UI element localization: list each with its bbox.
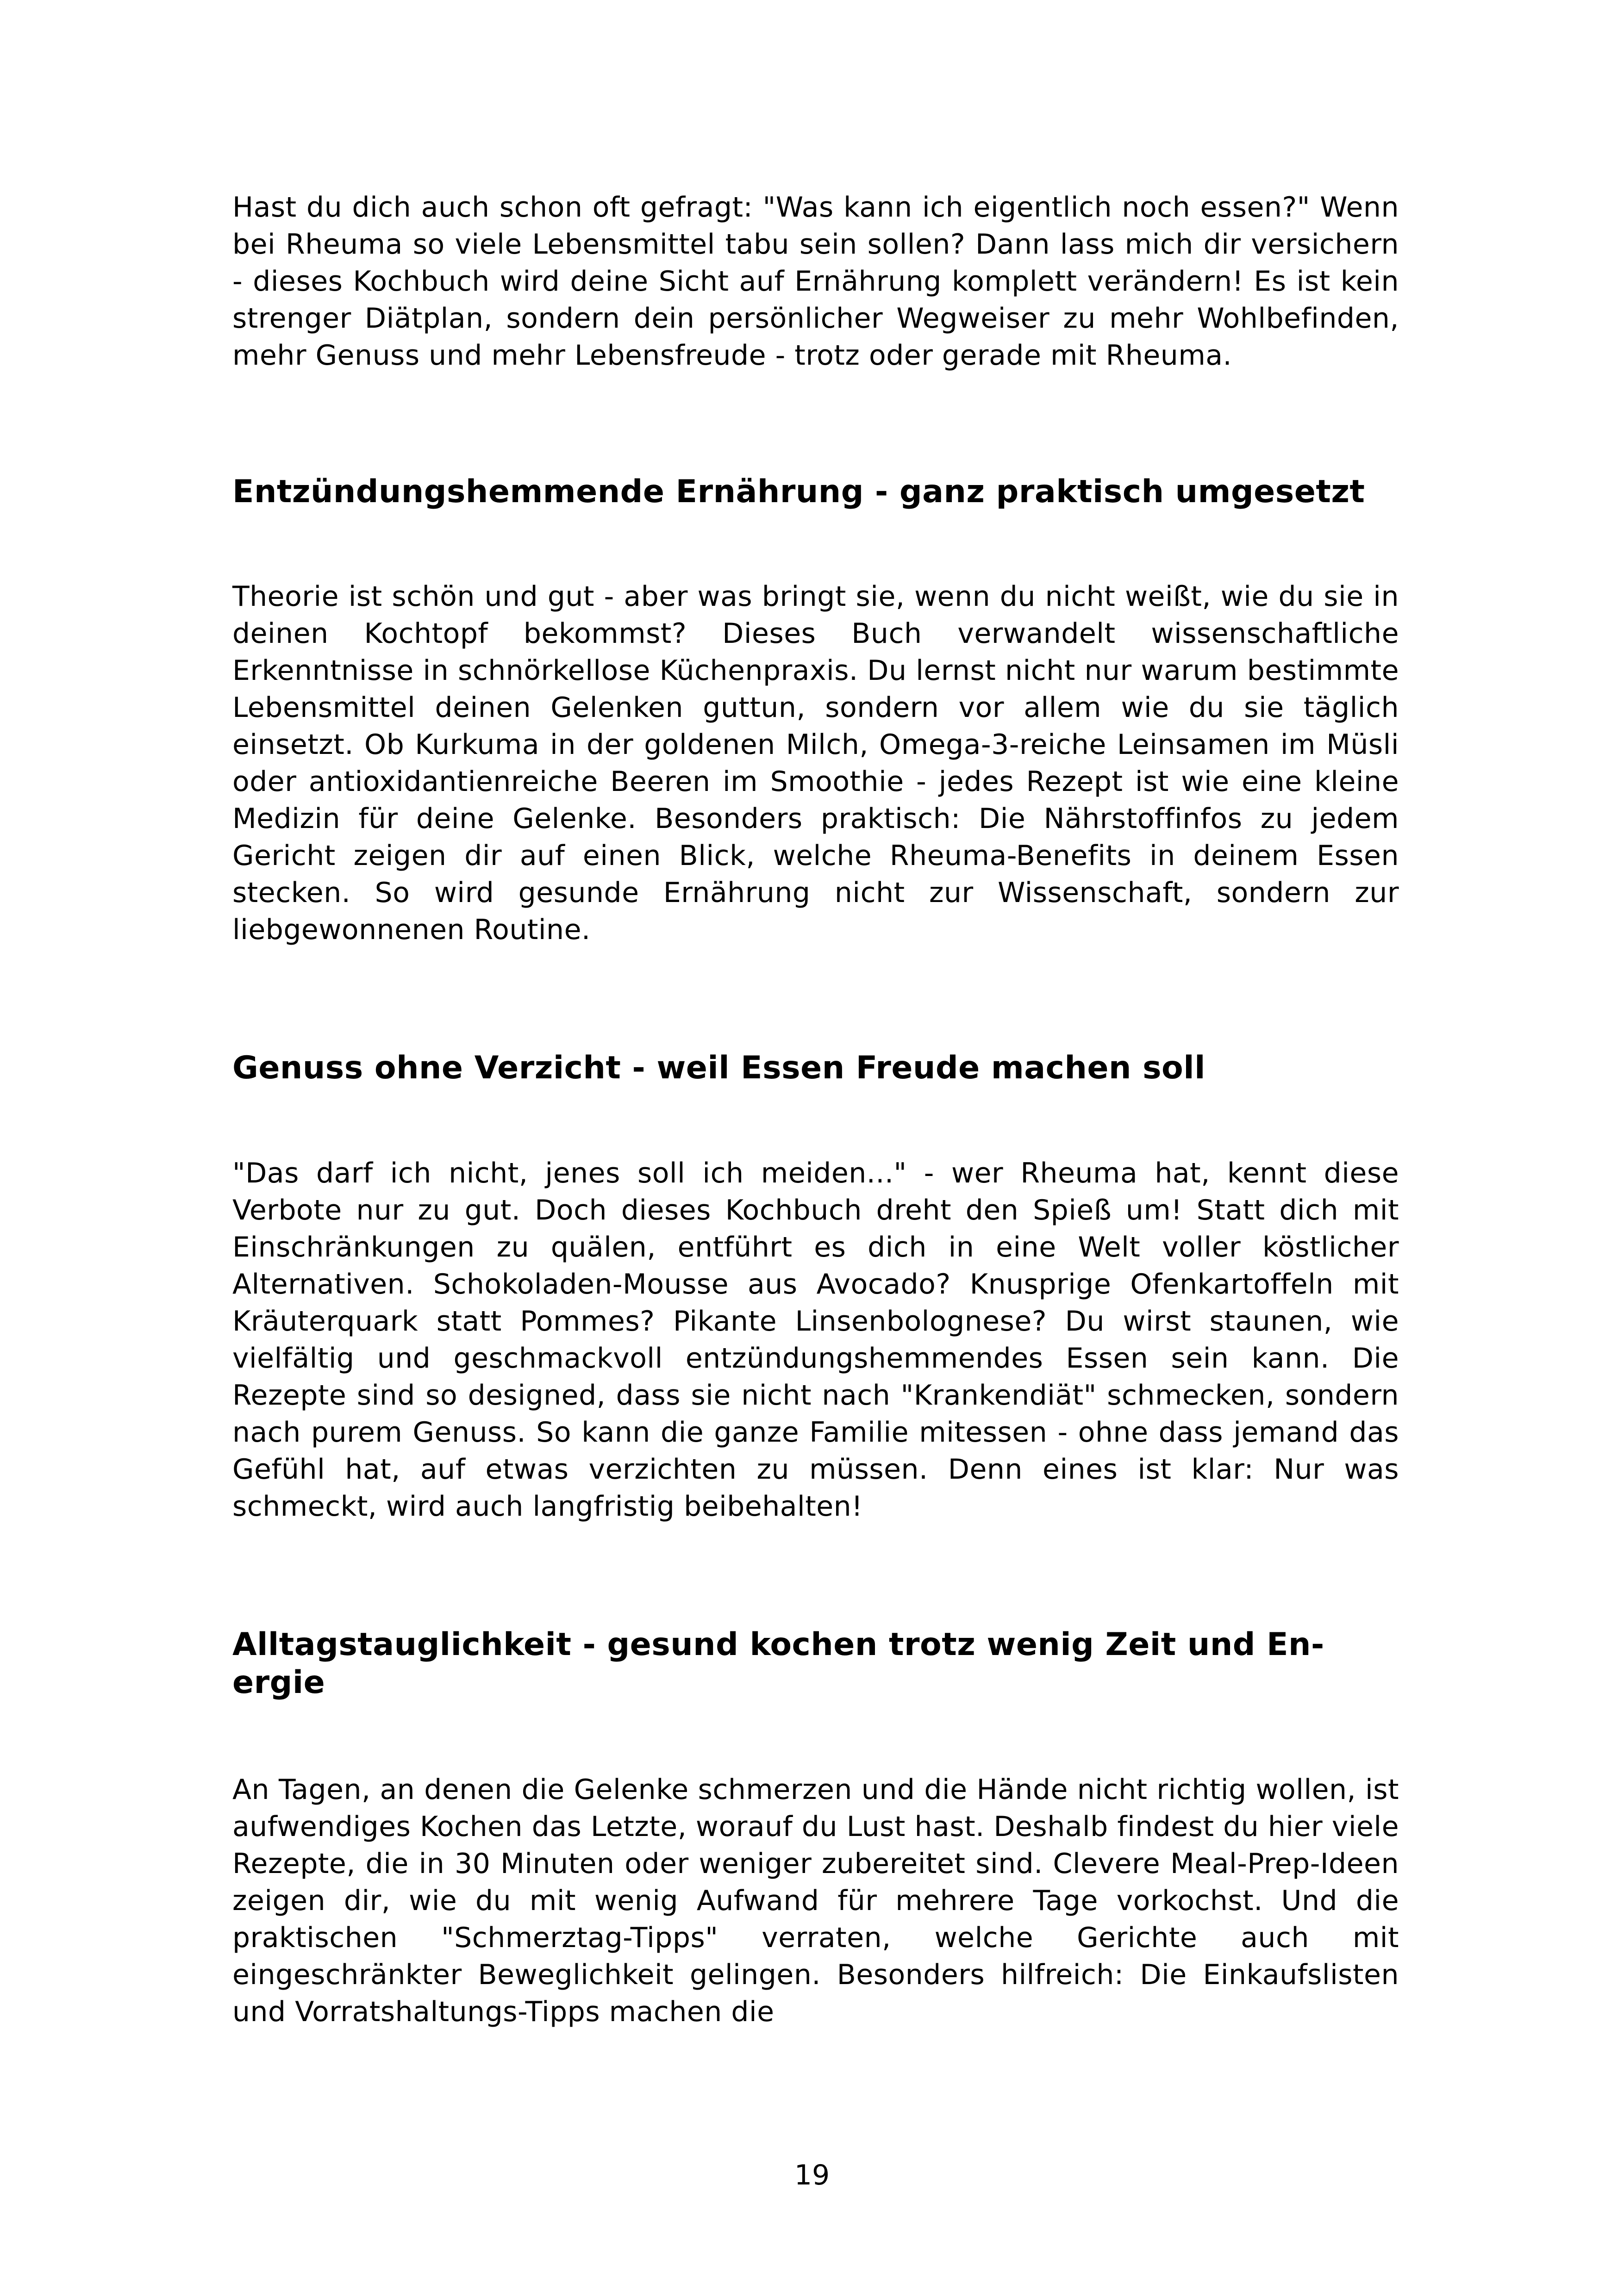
section-paragraph: Theorie ist schön und gut - aber was bringt sie, wenn du nicht weißt, wie du sie in deinen Kochtopf bekommst? Dieses Buch verwandelt wissenschaftliche Erkenntnisse in schnörkellose Küchenpraxis. Du lernst nicht nur warum bestimmte Lebensmittel deinen Gelenken guttun, sondern vor allem wie du sie täglich einsetzt. Ob Kurkuma in der goldenen Milch, Omega-3-reiche Leinsamen im Müsli oder antioxidantienreiche Beeren im Smoothie - jedes Rezept ist wie eine kleine Medizin für deine Gelenke. Besonders praktisch: Die Nährstoffinfos zu jedem Gericht zeigen dir auf einen Blick, welche Rheuma-Benefits in deinem Essen stecken. So wird gesunde Ernährung nicht zur Wissenschaft, sondern zur liebgewonnenen Routine. — [232, 580, 1399, 946]
section-heading: Genuss ohne Verzicht - weil Essen Freude machen soll — [232, 1050, 1206, 1086]
page-number: 19 — [794, 2159, 830, 2191]
page-body — [232, 189, 1399, 2030]
section-paragraph: An Tagen, an denen die Gelenke schmerzen und die Hände nicht richtig wollen, ist aufwendiges Kochen das Letzte, worauf du Lust hast. Deshalb findest du hier viele Rezepte, die in 30 Minuten oder weniger zubereitet sind. Clevere Meal-Prep-Ideen zeigen dir, wie du mit wenig Aufwand für mehrere Tage vorkochst. Und die praktischen "Schmerztag-Tipps" verraten, welche Gerichte auch mit eingeschränkter Beweglichkeit gelingen. Besonders hilfreich: Die Einkaufslisten und Vorratshaltungs-Tipps machen die — [232, 1773, 1399, 2028]
intro-paragraph: Hast du dich auch schon oft gefragt: "Was kann ich eigentlich noch essen?" Wenn bei Rheuma so viele Lebensmittel tabu sein sollen? Dann lass mich dir versichern - dieses Kochbuch wird deine Sicht auf Ernährung komplett verändern! Es ist kein strenger Diätplan, sondern dein persönlicher Wegweiser zu mehr Wohlbefinden, mehr Genuss und mehr Lebensfreude - trotz oder gerade mit Rheuma. — [232, 191, 1399, 372]
section-paragraph: "Das darf ich nicht, jenes soll ich meiden..." - wer Rheuma hat, kennt diese Verbote nur zu gut. Doch dieses Kochbuch dreht den Spieß um! Statt dich mit Einschränkungen zu quälen, entführt es dich in eine Welt voller köstlicher Alternativen. Schokoladen-Mousse aus Avocado? Knusprige Ofenkartoffeln mit Kräuterquark statt Pommes? Pikante Linsenbolognese? Du wirst staunen, wie vielfältig und geschmackvoll entzündungshemmendes Essen sein kann. Die Rezepte sind so designed, dass sie nicht nach "Krankendiät" schmecken, sondern nach purem Genuss. So kann die ganze Familie mitessen - ohne dass jemand das Gefühl hat, auf etwas verzichten zu müssen. Denn eines ist klar: Nur was schmeckt, wird auch langfristig beibehalten! — [232, 1157, 1399, 1523]
section-heading: Alltagstauglichkeit - gesund kochen trotz wenig Zeit und Energie — [232, 1626, 1324, 1701]
section-heading: Entzündungshemmende Ernährung - ganz praktisch umgesetzt — [232, 473, 1365, 510]
